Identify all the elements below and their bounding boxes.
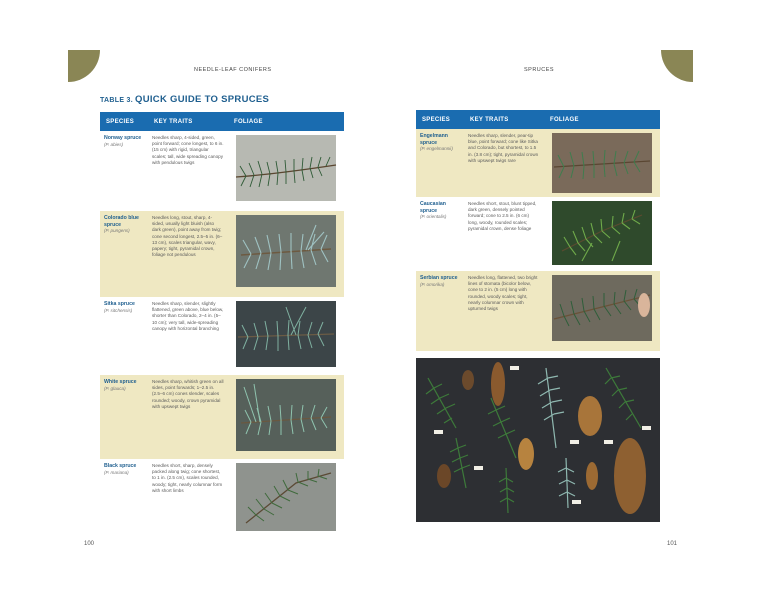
species-name: Norway spruce: [104, 135, 142, 141]
traits-cell: Needles short, stout, blunt tipped, dark green, densely pointed forward; cone to 2.5 in. (6 cm) long, woody, rounded scales; pyramidal crown, dense foliage: [468, 201, 537, 231]
species-latin: (P. pungens): [104, 228, 130, 234]
running-head: SPRUCES: [524, 67, 555, 73]
header-species: SPECIES: [416, 110, 464, 129]
species-latin: (P. glauca): [104, 385, 126, 391]
foliage-cell: [228, 375, 344, 459]
traits-cell: Needles long, stout, sharp, 4-sided, usually light bluish (also dark green), point away from twig; cone second longest, 2.5–5 in. (6–13 cm), scales triangular, wavy, papery; tight, pyramidal crown, foliage not pendulous: [148, 211, 228, 297]
page-number: 100: [84, 541, 95, 547]
species-cell: [100, 459, 148, 537]
left-page: [68, 50, 380, 555]
foliage-cell: [228, 297, 344, 375]
spruce-branches-and-cones-photo: [416, 358, 660, 522]
table-title-lead: TABLE 3.: [100, 97, 133, 104]
traits-cell: Needles short, sharp, densely packed along twig; cone shortest, to 1 in. (2.5 cm), scales rounded, woody; tight, nearly columnar form with short limbs: [152, 463, 223, 493]
species-name: Sitka spruce: [104, 301, 135, 307]
sitka-spruce-foliage-photo: [232, 301, 340, 367]
table-row: [416, 271, 660, 351]
species-cell: [416, 129, 464, 197]
table-header-row: [416, 110, 660, 129]
white-spruce-foliage-photo: [232, 379, 340, 451]
species-latin: (P. sitchensis): [104, 307, 133, 313]
foliage-cell: [544, 197, 660, 271]
table-title: [100, 94, 269, 105]
traits-cell: Needles sharp, whitish green on all sides, point forwards; 1–2.5 in. (2.5–6 cm) cones slender, scales rounded; woody, crown pyramidal with upswept twigs: [148, 375, 228, 459]
species-name: White spruce: [104, 379, 137, 385]
traits-cell: Needles sharp, slender, pear-tip blue, point forward; cone like Sitka and Colorado, but shortest, to 1.5 in. (3.8 cm); tight, pyramidal crown with upswept twigs rare: [464, 129, 544, 197]
traits-cell: Needles sharp, slender, slightly flattened, green above, blue below, shorter than Colorado, 2–4 in. (5–10 cm); very tall, wide-spreading canopy with horizontal branching: [152, 301, 224, 331]
norway-spruce-foliage-photo: [232, 135, 340, 201]
table-row: [100, 459, 344, 537]
species-cell: [100, 297, 148, 375]
table-row: [100, 297, 344, 375]
species-cell: [416, 271, 464, 351]
header-key-traits: KEY TRAITS: [464, 110, 544, 129]
table-header-row: [100, 112, 344, 131]
page-corner-tab: [661, 50, 693, 82]
foliage-cell: [544, 271, 660, 351]
right-page: [381, 50, 693, 555]
table-row: [100, 131, 344, 211]
header-species: SPECIES: [100, 112, 148, 131]
serbian-spruce-foliage-photo: [548, 275, 656, 341]
spruce-guide-table: [100, 112, 344, 537]
species-cell: [100, 211, 148, 297]
engelmann-spruce-foliage-photo: [548, 133, 656, 193]
species-name: Engelmann spruce: [420, 133, 448, 146]
page-corner-tab: [68, 50, 100, 82]
page-number: 101: [666, 541, 677, 547]
species-name: Black spruce: [104, 463, 137, 469]
foliage-cell: [228, 131, 344, 211]
running-head: NEEDLE-LEAF CONIFERS: [194, 67, 272, 73]
header-key-traits: KEY TRAITS: [148, 112, 228, 131]
species-name: Caucasian spruce: [420, 201, 446, 214]
species-latin: (P. abies): [104, 141, 124, 147]
foliage-cell: [544, 129, 660, 197]
species-latin: (P. omorika): [420, 281, 445, 287]
header-foliage: FOLIAGE: [544, 110, 660, 129]
table-title-text: QUICK GUIDE TO SPRUCES: [135, 94, 270, 105]
caucasian-spruce-foliage-photo: [548, 201, 656, 265]
header-foliage: FOLIAGE: [228, 112, 344, 131]
table-row: [416, 197, 660, 271]
foliage-cell: [228, 459, 344, 537]
species-latin: (P. engelmannii): [420, 146, 453, 152]
table-row: [416, 129, 660, 197]
species-latin: (P. orientalis): [420, 214, 447, 220]
species-cell: [416, 197, 464, 271]
traits-cell: Needles sharp, 4-sided, green, point forward; cone longest, to 6 in. (15 cm) with rigid, triangular scales; tall, wide spreading canopy with pendulous twigs: [152, 135, 224, 165]
table-row: [100, 211, 344, 297]
species-cell: [100, 375, 148, 459]
species-name: Colorado blue spruce: [104, 215, 139, 228]
species-name: Serbian spruce: [420, 275, 458, 281]
black-spruce-foliage-photo: [232, 463, 340, 531]
spruce-guide-table-continued: [416, 110, 660, 351]
species-cell: [100, 131, 148, 211]
foliage-cell: [228, 211, 344, 297]
species-latin: (P. mariana): [104, 469, 129, 475]
traits-cell: Needles long, flattened, two bright lines of stomata (bicolor below, cone to 2 in. (5 cm) long with rounded, woody scales; tight, nearly columnar crown with upturned twigs: [464, 271, 544, 351]
colorado-blue-spruce-foliage-photo: [232, 215, 340, 287]
table-row: [100, 375, 344, 459]
